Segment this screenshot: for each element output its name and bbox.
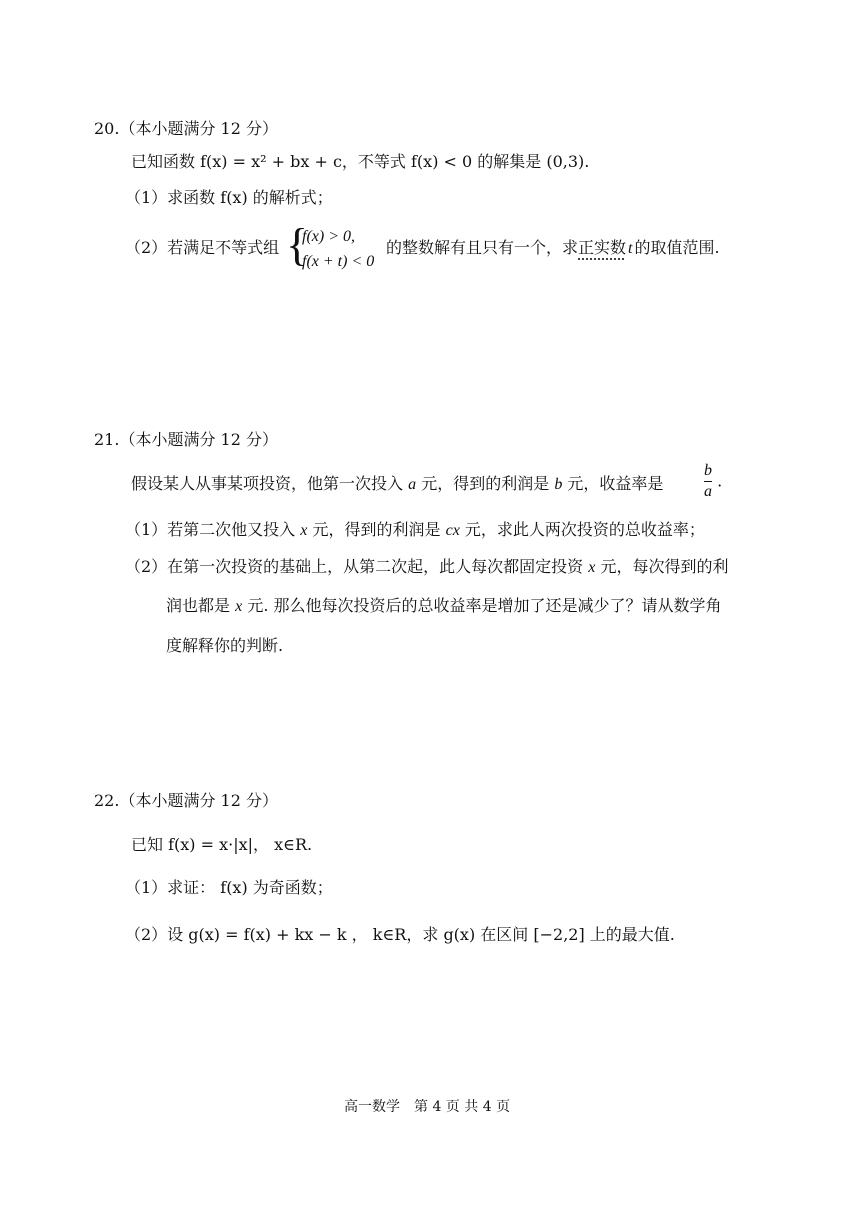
q21-var-a: a bbox=[408, 476, 417, 493]
q20-system-brace: { bbox=[286, 219, 309, 270]
q21-var-b: b bbox=[554, 476, 563, 493]
q21-part2-line1-a: （2）在第一次投资的基础上，从第二次起，此人每次都固定投资 bbox=[125, 557, 584, 576]
q21-header: 21.（本小题满分 12 分） bbox=[94, 430, 278, 449]
page-footer: 高一数学 第 4 页 共 4 页 bbox=[344, 1099, 511, 1115]
q20-part2-emphasis: 正实数 bbox=[578, 238, 627, 257]
q20-part2-suffix-b: 的取值范围. bbox=[634, 238, 720, 257]
q21-part2-line2-a: 润也都是 bbox=[166, 596, 231, 615]
q21-stem-end: . bbox=[717, 471, 723, 491]
q21-stem-b: 元，得到的利润是 bbox=[421, 474, 550, 493]
q21-fraction-numerator: b bbox=[704, 462, 712, 479]
q21-part1 bbox=[125, 522, 705, 539]
q21-part2-line1-x: x bbox=[588, 559, 596, 576]
q22-part2: （2）设 g(x) = f(x) + kx − k ， k∈R，求 g(x) 在区间 [−2,2] 上的最大值. bbox=[125, 925, 675, 944]
q21-part1-x: x bbox=[300, 522, 308, 539]
q21-part2-line1-b: 元，每次得到的利 bbox=[600, 557, 729, 576]
q20-part2-var-t: t bbox=[628, 240, 633, 257]
q21-part1-cx: cx bbox=[445, 522, 460, 539]
q22-header: 22.（本小题满分 12 分） bbox=[94, 791, 278, 810]
q20-part2-suffix bbox=[386, 240, 720, 257]
q22-stem: 已知 f(x) = x·|x|， x∈R. bbox=[131, 835, 313, 854]
q20-part1: （1）求函数 f(x) 的解析式； bbox=[125, 188, 333, 207]
q22-part1: （1）求证： f(x) 为奇函数； bbox=[125, 878, 333, 897]
q20-system-line2: f(x + t) < 0 bbox=[302, 253, 375, 270]
q21-stem-c: 元，收益率是 bbox=[567, 474, 664, 493]
q21-part2-line2 bbox=[166, 598, 722, 615]
q21-fraction-denominator: a bbox=[704, 483, 712, 500]
q20-system-line1: f(x) > 0, bbox=[302, 228, 355, 245]
q21-part2-line1 bbox=[125, 559, 729, 576]
q21-fraction bbox=[704, 462, 712, 501]
q21-fraction-bar bbox=[704, 481, 712, 482]
q21-part1-a: （1）若第二次他又投入 bbox=[125, 520, 296, 539]
q21-part2-line2-b: 元. 那么他每次投资后的总收益率是增加了还是减少了？请从数学角 bbox=[247, 596, 722, 615]
q21-return-fraction bbox=[704, 462, 722, 501]
q21-part1-c: 元，求此人两次投资的总收益率； bbox=[464, 520, 705, 539]
q21-stem bbox=[131, 476, 663, 493]
q20-header: 20.（本小题满分 12 分） bbox=[94, 119, 278, 138]
q21-part2-line3: 度解释你的判断. bbox=[166, 636, 284, 655]
q20-stem bbox=[131, 154, 589, 170]
q21-part2-line2-x: x bbox=[235, 598, 243, 615]
q20-stem-text: 已知函数 f(x) = x² + bx + c，不等式 f(x) < 0 的解集是 (0,3). bbox=[131, 152, 590, 171]
q21-stem-a: 假设某人从事某项投资，他第一次投入 bbox=[131, 474, 404, 493]
q20-part2-prefix: （2）若满足不等式组 bbox=[125, 238, 280, 257]
q20-part2-suffix-a: 的整数解有且只有一个，求 bbox=[386, 238, 579, 257]
q21-part1-b: 元，得到的利润是 bbox=[312, 520, 441, 539]
